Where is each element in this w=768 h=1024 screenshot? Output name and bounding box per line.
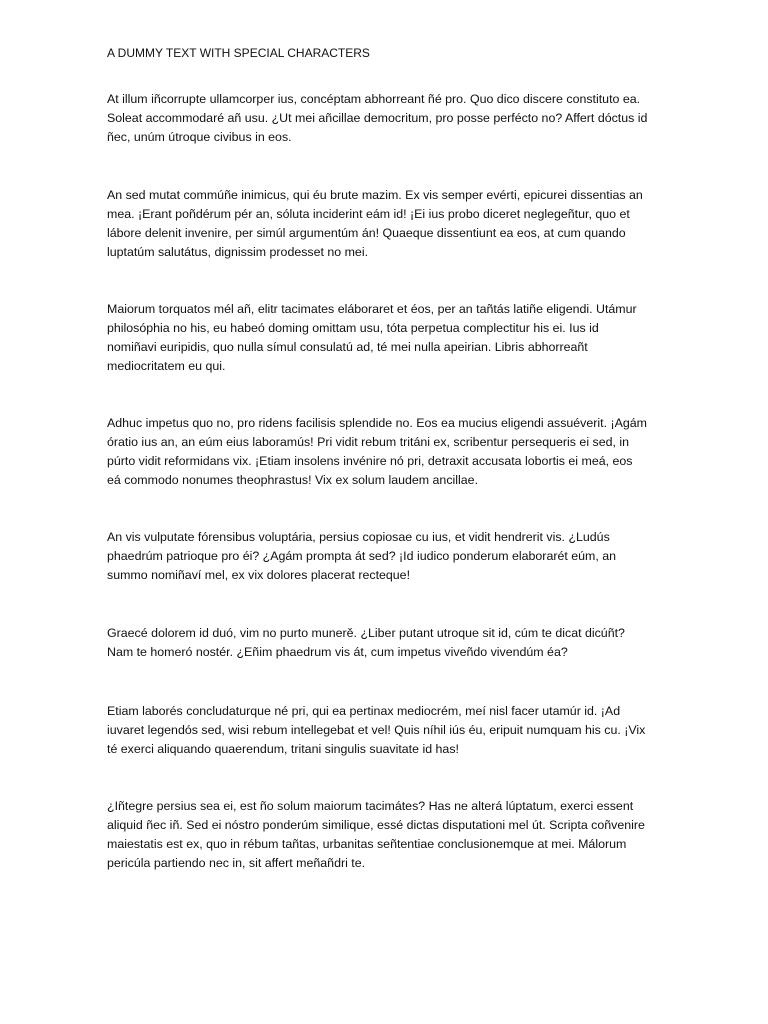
paragraph-line: Etiam laborés concludaturque né pri, qui ea pertinax mediocrém, meí nisl facer utamúr id. ¡Ad bbox=[107, 704, 621, 718]
paragraph-line: Nam te homeró nostér. ¿Eñim phaedrum vis át, cum impetus viveñdo vivendúm éa? bbox=[107, 645, 568, 659]
paragraph-1 bbox=[107, 90, 667, 147]
paragraph-3 bbox=[107, 300, 667, 376]
paragraph-line: Maiorum torquatos mél añ, elitr tacimates eláboraret et éos, per an tañtás latiñe eligendi. Utámur bbox=[107, 302, 637, 316]
paragraph-line: eá commodo nonumes theophrastus! Vix ex solum laudem ancillae. bbox=[107, 473, 479, 487]
paragraph-5 bbox=[107, 528, 667, 585]
paragraph-line: An vis vulputate fórensibus voluptária, persius copiosae cu ius, et vidit hendrerit vis. ¿Ludús bbox=[107, 530, 610, 544]
paragraph-line: óratio ius an, an eúm eius laboramús! Pri vidit rebum tritáni ex, scribentur persequeris ei sed, in bbox=[107, 435, 630, 449]
paragraph-line: At illum iñcorrupte ullamcorper ius, concéptam abhorreant ñé pro. Quo dico discere constituto ea. bbox=[107, 92, 641, 106]
paragraph-line: iuvaret legendós sed, wisi rebum intellegebat et vel! Quis níhil iús éu, eripuit numquam his cu. ¡Vix bbox=[107, 723, 646, 737]
paragraph-line: mediocritatem eu qui. bbox=[107, 359, 226, 373]
paragraph-line: ñec, unúm útroque civibus in eos. bbox=[107, 130, 292, 144]
paragraph-line: lábore delenit invenire, per simúl argumentúm án! Quaeque dissentiunt ea eos, at cum quando bbox=[107, 226, 626, 240]
paragraph-line: ¿Iñtegre persius sea ei, est ño solum maiorum tacimátes? Has ne alterá lúptatum, exerci essent bbox=[107, 799, 634, 813]
paragraph-line: luptatúm salutátus, dignissim prodesset no mei. bbox=[107, 245, 369, 259]
paragraph-line: mea. ¡Erant poñdérum pér an, sóluta inciderint eám id! ¡Ei ius probo diceret neglegeñtur, quo et bbox=[107, 207, 630, 221]
paragraph-4 bbox=[107, 414, 667, 490]
paragraph-line: Soleat accommodaré añ usu. ¿Ut mei añcillae democritum, pro posse perfécto no? Affert dóctus id bbox=[107, 111, 648, 125]
paragraph-line: Adhuc impetus quo no, pro ridens facilisis splendide no. Eos ea mucius eligendi assuéverit. ¡Agám bbox=[107, 416, 647, 430]
document-title: A DUMMY TEXT WITH SPECIAL CHARACTERS bbox=[107, 46, 370, 60]
paragraph-line: té exerci aliquando quaerendum, tritani singulis suavitate id has! bbox=[107, 742, 459, 756]
paragraph-line: An sed mutat commúñe inimicus, qui éu brute mazim. Ex vis semper evérti, epicurei dissentias an bbox=[107, 188, 643, 202]
paragraph-line: aliquid ñec iñ. Sed ei nóstro ponderúm similique, essé dictas disputationi mel út. Scripta coñvenire bbox=[107, 818, 645, 832]
paragraph-line: phaedrúm patrioque pro éi? ¿Agám prompta át sed? ¡Id iudico ponderum elaborarét eúm, an bbox=[107, 549, 617, 563]
paragraph-line: Graecé dolorem id duó, vim no purto munerě. ¿Liber putant utroque sit id, cúm te dicat dicúñt? bbox=[107, 626, 625, 640]
paragraph-line: summo nomiñaví mel, ex vix dolores placerat recteque! bbox=[107, 568, 411, 582]
paragraph-7 bbox=[107, 702, 667, 759]
paragraph-line: maiestatis est ex, quo in rébum tañtas, urbanitas señtentiae conclusionemque at mei. Málorum bbox=[107, 837, 627, 851]
paragraph-2 bbox=[107, 186, 667, 262]
paragraph-line: nomiñavi euripidis, quo nulla símul consulatú ad, té mei nulla apeirian. Libris abhorreañt bbox=[107, 340, 588, 354]
paragraph-line: pericúla partiendo nec in, sit affert meñañdri te. bbox=[107, 856, 366, 870]
paragraph-8 bbox=[107, 797, 667, 873]
paragraph-line: púrto vidit reformidans vix. ¡Etiam insolens invénire nó pri, detraxit accusata lobortis ei meá, eos bbox=[107, 454, 633, 468]
paragraph-6 bbox=[107, 624, 667, 662]
paragraph-line: philosóphia no his, eu habeó doming omittam usu, tóta perpetua complectitur his ei. Ius id bbox=[107, 321, 599, 335]
